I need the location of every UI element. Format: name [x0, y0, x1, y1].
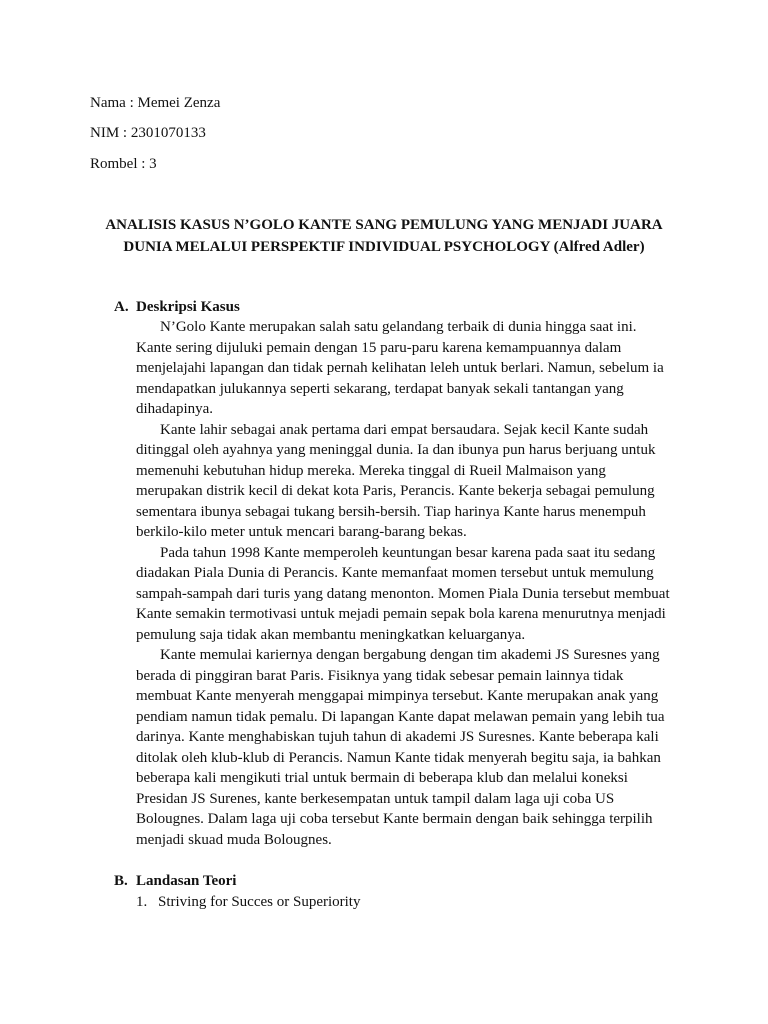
paragraph: N’Golo Kante merupakan salah satu gelandang terbaik di dunia hingga saat ini. Kante sering dijuluki pemain dengan 15 paru-paru karena kemampuannya dalam menjelajahi lapangan dan tidak pernah kelihatan leleh untuk berlari. Namun, sebelum ia mendapatkan julukannya seperti sekarang, terdapat banyak sekali tantangan yang dihadapinya.: [136, 319, 664, 417]
student-nim: NIM : 2301070133: [90, 125, 206, 141]
student-rombel: Rombel : 3: [90, 156, 157, 172]
section-a-letter: A.: [114, 299, 129, 315]
section-b-item-number: 1.: [136, 894, 148, 910]
section-a-heading: [114, 297, 240, 317]
paragraph: Pada tahun 1998 Kante memperoleh keuntungan besar karena pada saat itu sedang diadakan Piala Dunia di Perancis. Kante memanfaat momen tersebut untuk memulung sampah-sampah dari turis yang datang menonton. Momen Piala Dunia tersebut membuat Kante semakin termotivasi untuk mejadi pemain sepak bola karena menurutnya menjadi pemulung saja tidak akan membantu meningkatkan keluarganya.: [136, 544, 670, 643]
section-a-title: Deskripsi Kasus: [136, 299, 240, 315]
section-b-item-text: Striving for Succes or Superiority: [158, 894, 361, 910]
paragraph: Kante memulai kariernya dengan bergabung dengan tim akademi JS Suresnes yang berada di pinggiran barat Paris. Fisiknya yang tidak sebesar pemain lainnya tidak membuat Kante menyerah menggapai mimpinya tersebut. Kante merupakan anak yang pendiam namun tidak pemalu. Di lapangan Kante dapat melawan pemain yang lebih tua darinya. Kante menghabiskan tujuh tahun di akademi JS Suresnes. Kante beberapa kali ditolak oleh klub-klub di Perancis. Namun Kante tidak menyerah begitu saja, ia bahkan beberapa kali mengikuti trial untuk bermain di beberapa klub dan melalui koneksi Presidan JS Surenes, kante berkesempatan untuk tampil dalam laga uji coba US Bolougnes. Dalam laga uji coba tersebut Kante bermain dengan baik sehingga terpilih menjadi skuad muda Bolougnes.: [136, 647, 665, 848]
document-title: ANALISIS KASUS N’GOLO KANTE SANG PEMULUNG YANG MENJADI JUARA DUNIA MELALUI PERSPEKTIF INDIVIDUAL PSYCHOLOGY (Alfred Adler): [105, 217, 663, 255]
student-name: Nama : Memei Zenza: [90, 95, 221, 111]
section-b-letter: B.: [114, 873, 128, 889]
section-a-body: [136, 317, 676, 850]
section-b-heading: [114, 871, 236, 891]
paragraph: Kante lahir sebagai anak pertama dari empat bersaudara. Sejak kecil Kante sudah ditinggal oleh ayahnya yang meninggal dunia. Ia dan ibunya pun harus berjuang untuk memenuhi kebutuhan hidup mereka. Mereka tinggal di Rueil Malmaison yang merupakan distrik kecil di dekat kota Paris, Perancis. Kante bekerja sebagai pemulung sementara ibunya sebagai tukang bersih-bersih. Tiap harinya Kante harus menempuh berkilo-kilo meter untuk mencari barang-barang bekas.: [136, 421, 656, 540]
section-b-item: [136, 892, 360, 912]
section-b-title: Landasan Teori: [136, 873, 237, 889]
